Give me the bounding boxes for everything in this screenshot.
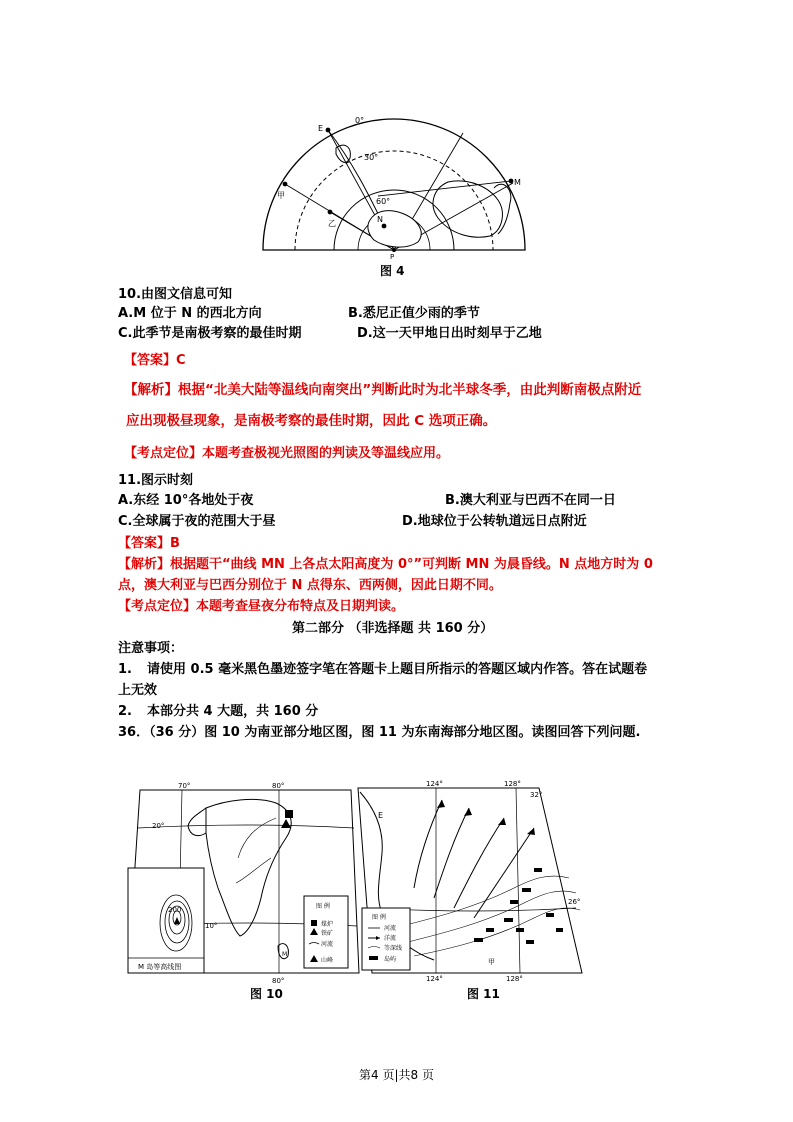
fig11-legend-3: 等深线 [384, 945, 403, 952]
fig10-contour: 200 [168, 906, 182, 914]
q11-point: 【考点定位】本题考查昼夜分布特点及日期判读。 [118, 599, 405, 614]
fig11-lat26: 26° [568, 898, 581, 906]
fig4-label-p: P [390, 253, 395, 261]
fig4-label-m: M [514, 178, 521, 187]
fig10-legend-3: 河流 [321, 941, 334, 948]
fig11-lon128: 128° [504, 780, 521, 788]
figure-10-caption: 图 10 [250, 987, 283, 1001]
fig10-legend-2: 铁矿 [321, 930, 334, 937]
fig11-jia: 甲 [488, 958, 495, 966]
fig11-lon128b: 128° [506, 975, 523, 983]
q10-analysis-line1: 【解析】根据“北美大陆等温线向南突出”判断此时为北半球冬季，由此判断南极点附近 [124, 382, 642, 398]
q11-option-b: B.澳大利亚与巴西不在同一日 [445, 493, 616, 508]
fig4-label-yi: 乙 [328, 219, 336, 228]
fig10-lon70: 70° [178, 782, 191, 790]
q10-answer: 【答案】C [124, 353, 186, 368]
q11-option-a: A.东经 10°各地处于夜 [118, 493, 254, 508]
note2-text: 本部分共 4 大题，共 160 分 [147, 704, 319, 719]
figure-4-diagram [258, 108, 530, 260]
fig4-label-e: E [318, 124, 324, 133]
note1-text: 请使用 0.5 毫米黑色墨迹签字笔在答题卡上题目所指示的答题区域内作答。答在试题卷 [147, 662, 648, 677]
note1-number: 1. [118, 662, 132, 677]
fig4-label-60: 60° [376, 197, 391, 206]
q10-option-c: C.此季节是南极考察的最佳时期 [118, 326, 302, 341]
notes-title: 注意事项： [118, 641, 184, 656]
figure-10-map [126, 778, 361, 985]
fig10-legend-4: 山峰 [321, 957, 334, 964]
q10-point: 【考点定位】本题考查极视光照图的判读及等温线应用。 [124, 446, 450, 461]
fig10-island: M [282, 951, 288, 958]
fig11-e: E [378, 811, 384, 820]
q10-option-b: B.悉尼正值少雨的季节 [348, 306, 480, 321]
fig10-lon80: 80° [272, 782, 285, 790]
q11-analysis-line1: 【解析】根据题干“曲线 MN 上各点太阳高度为 0°”可判断 MN 为晨昏线。N 点地方时为 0 [118, 557, 653, 572]
fig11-lon124b: 124° [426, 975, 443, 983]
q11-analysis-line2: 点，澳大利亚与巴西分别位于 N 点得东、西两侧，因此日期不同。 [118, 578, 502, 593]
q11-option-d: D.地球位于公转轨道远日点附近 [402, 514, 587, 529]
part2-title: 第二部分 （非选择题 共 160 分） [292, 621, 494, 636]
note2-number: 2. [118, 704, 132, 719]
figure-4-caption: 图 4 [380, 264, 405, 278]
fig10-legend-title: 图 例 [316, 903, 330, 910]
fig10-legend-1: 煤炉 [321, 921, 334, 928]
figure-11-map [354, 778, 586, 983]
fig10-lat20: 20° [152, 822, 165, 830]
fig10-lat10: 10° [205, 922, 218, 930]
q11-option-c: C.全球属于夜的范围大于昼 [118, 514, 276, 529]
fig4-label-30: 30° [364, 153, 379, 162]
q10-stem: 10.由图文信息可知 [118, 287, 233, 302]
q11-answer: 【答案】B [118, 536, 180, 551]
q36-stem: 36．（36 分）图 10 为南亚部分地区图，图 11 为东南海部分地区图。读图回答下列问题. [118, 725, 641, 740]
q10-option-a: A.M 位于 N 的西北方向 [118, 306, 262, 321]
q10-option-d: D.这一天甲地日出时刻早于乙地 [357, 326, 542, 341]
fig11-lon124: 124° [426, 780, 443, 788]
fig4-label-0: 0° [355, 116, 365, 125]
note1-text-cont: 上无效 [118, 683, 158, 698]
q10-analysis-line2: 应出现极昼现象，是南极考察的最佳时期，因此 C 选项正确。 [126, 413, 497, 429]
fig4-label-jia: 甲 [277, 191, 285, 200]
fig11-legend-4: 岛屿 [384, 956, 397, 963]
q11-stem: 11.图示时刻 [118, 473, 194, 488]
fig11-lat32: 32° [530, 791, 543, 799]
fig11-legend-title: 图 例 [372, 914, 386, 921]
page-footer: 第4 页|共8 页 [359, 1068, 434, 1082]
fig11-legend-1: 河流 [384, 925, 397, 932]
fig10-lon80b: 80° [272, 977, 285, 985]
fig11-legend-2: 洋流 [384, 935, 397, 942]
fig10-inset-title: M 岛等高线图 [138, 963, 182, 971]
fig4-label-n: N [377, 215, 383, 224]
figure-11-caption: 图 11 [467, 987, 500, 1001]
